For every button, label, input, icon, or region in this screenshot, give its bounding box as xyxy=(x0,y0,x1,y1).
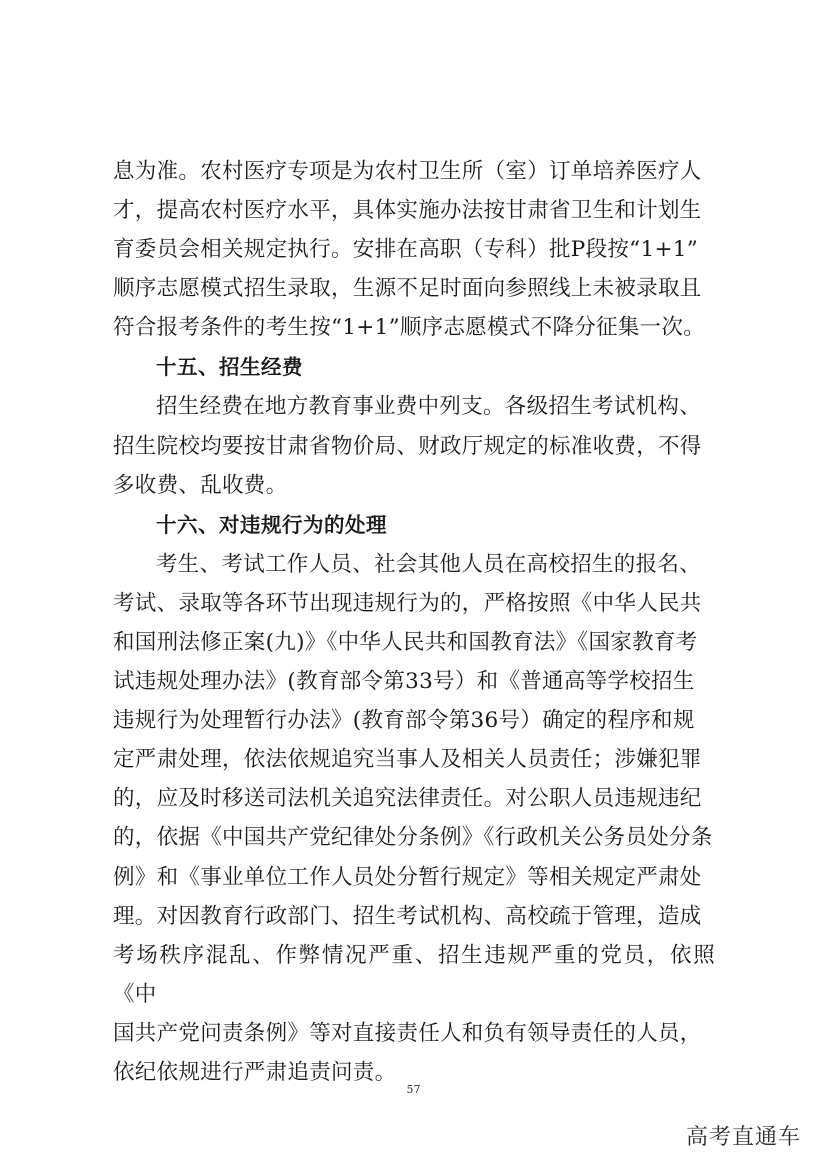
document-body xyxy=(113,152,715,1092)
line: 国共产党问责条例》等对直接责任人和负有领导责任的人员， xyxy=(113,1020,702,1046)
watermark-brand: 高考直通车 xyxy=(685,1125,801,1150)
paragraph-admission-fees xyxy=(113,387,715,504)
paragraph-rural-medical xyxy=(113,152,715,347)
line: 定严肃处理，依法依规追究当事人及相关人员责任；涉嫌犯罪 xyxy=(113,747,702,773)
page-number: 57 xyxy=(406,1083,421,1096)
line: 多收费、乱收费。 xyxy=(113,472,288,498)
line: 顺序志愿模式招生录取，生源不足时面向参照线上未被录取且 xyxy=(113,276,702,302)
section-heading-sixteen: 十六、对违规行为的处理 xyxy=(156,512,387,537)
line: 考生、考试工作人员、社会其他人员在高校招生的报名、 xyxy=(156,551,702,577)
line: 和国刑法修正案(九)》《中华人民共和国教育法》《国家教育考 xyxy=(113,629,698,655)
line: 息为准。农村医疗专项是为农村卫生所（室）订单培养医疗人 xyxy=(113,159,702,184)
line: 的，依据《中国共产党纪律处分条例》《行政机关公务员处分条 xyxy=(113,825,713,851)
line: 招生院校均要按甘肃省物价局、财政厅规定的标准收费，不得 xyxy=(113,433,702,459)
line: 考试、录取等各环节出现违规行为的，严格按照《中华人民共 xyxy=(113,590,702,616)
line: 的，应及时移送司法机关追究法律责任。对公职人员违规违纪 xyxy=(113,786,702,812)
line: 理。对因教育行政部门、招生考试机构、高校疏于管理，造成 xyxy=(113,903,702,929)
line: 符合报考条件的考生按“1+1”顺序志愿模式不降分征集一次。 xyxy=(113,315,706,341)
section-heading-fifteen: 十五、招生经费 xyxy=(156,355,303,380)
paragraph-violation-handling xyxy=(113,545,715,1092)
line: 试违规处理办法》(教育部令第33号）和《普通高等学校招生 xyxy=(113,669,695,695)
line: 招生经费在地方教育事业费中列支。各级招生考试机构、 xyxy=(156,394,702,420)
line: 考场秩序混乱、作弊情况严重、招生违规严重的党员，依照《中 xyxy=(113,942,715,1007)
line: 例》和《事业单位工作人员处分暂行规定》等相关规定严肃处 xyxy=(113,864,702,890)
line: 违规行为处理暂行办法》(教育部令第36号）确定的程序和规 xyxy=(113,708,695,734)
line: 依纪依规进行严肃追责问责。 xyxy=(113,1059,397,1085)
line: 才，提高农村医疗水平，具体实施办法按甘肃省卫生和计划生 xyxy=(113,198,702,224)
line: 育委员会相关规定执行。安排在高职（专科）批P段按“1+1” xyxy=(113,237,699,263)
